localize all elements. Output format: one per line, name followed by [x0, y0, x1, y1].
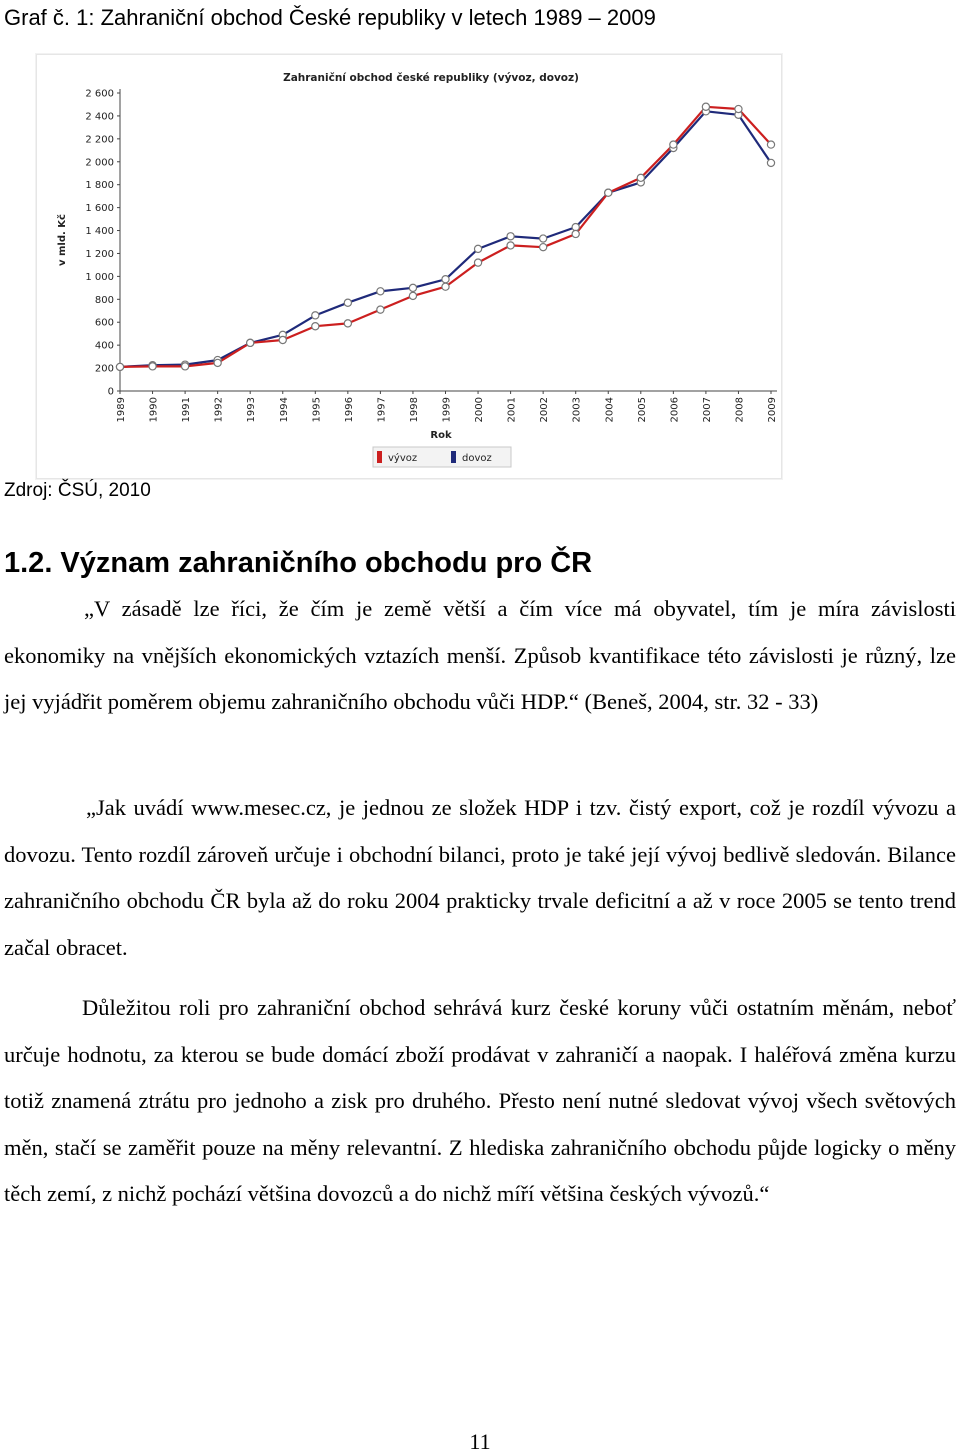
x-tick-label: 2002	[539, 397, 551, 423]
chart-title: Zahraniční obchod české republiky (vývoz, dovoz)	[283, 72, 579, 84]
data-point-vyvoz	[442, 283, 449, 290]
legend-swatch-vyvoz	[377, 451, 382, 463]
x-axis-title: Rok	[430, 430, 452, 441]
data-point-dovoz	[540, 235, 547, 242]
y-axis-title-group	[56, 214, 68, 266]
data-point-vyvoz	[474, 259, 481, 266]
x-tick-label: 1998	[408, 397, 420, 423]
data-point-vyvoz	[409, 292, 416, 299]
y-tick-label: 1 400	[85, 226, 114, 238]
y-tick-label: 1 200	[85, 248, 114, 260]
data-point-vyvoz	[735, 105, 742, 112]
figure-source: Zdroj: ČSÚ, 2010	[4, 480, 151, 501]
y-tick-label: 2 400	[85, 111, 114, 123]
chart-legend	[373, 447, 511, 467]
data-point-vyvoz	[540, 244, 547, 251]
x-tick-label: 2003	[571, 397, 583, 423]
data-point-dovoz	[474, 245, 481, 252]
x-tick-label: 1994	[278, 397, 290, 423]
x-tick-label: 1991	[181, 397, 193, 423]
y-tick-label: 800	[94, 294, 114, 306]
data-point-vyvoz	[507, 242, 514, 249]
y-tick-label: 200	[94, 363, 114, 375]
data-point-vyvoz	[149, 363, 156, 370]
data-point-dovoz	[409, 284, 416, 291]
data-point-vyvoz	[279, 336, 286, 343]
paragraph-2	[4, 785, 956, 971]
y-tick-label: 1 000	[85, 271, 114, 283]
trade-line-chart	[36, 54, 782, 479]
data-point-vyvoz	[214, 359, 221, 366]
paragraph-1-text: „V zásadě lze říci, že čím je země větší a čím více má obyvatel, tím je míra závislosti ekonomiky na vnějších ekonomických vztazích menší. Způsob kvantifikace této závislosti je různý, lze jej vyjádřit poměrem objemu zahraničního obchodu vůči HDP.“ (Beneš, 2004, str. 32 - 33)	[4, 596, 956, 714]
data-point-vyvoz	[572, 230, 579, 237]
data-point-vyvoz	[182, 363, 189, 370]
legend-swatch-dovoz	[451, 451, 456, 463]
paragraph-2-text: „Jak uvádí www.mesec.cz, je jednou ze složek HDP i tzv. čistý export, což je rozdíl vývozu a dovozu. Tento rozdíl zároveň určuje i obchodní bilanci, proto je také její vývoj bedlivě sledován. Bilance zahraničního obchodu ČR byla až do roku 2004 prakticky trvale deficitní a až v roce 2005 se tento trend začal obracet.	[4, 795, 956, 960]
x-tick-label: 2004	[604, 397, 616, 423]
data-point-vyvoz	[312, 323, 319, 330]
x-tick-label: 1997	[376, 397, 388, 423]
x-tick-label: 2009	[767, 397, 778, 423]
series-points	[116, 103, 774, 370]
y-tick-label: 2 200	[85, 134, 114, 146]
data-point-vyvoz	[767, 141, 774, 148]
data-point-dovoz	[312, 312, 319, 319]
chart-axes	[120, 89, 777, 391]
y-tick-label: 2 000	[85, 157, 114, 169]
x-tick-label: 2006	[669, 397, 681, 423]
data-point-dovoz	[507, 233, 514, 240]
x-tick-label: 2008	[734, 397, 746, 423]
x-tick-label: 2000	[474, 397, 486, 423]
x-tick-label: 1990	[148, 397, 160, 423]
page-number: 11	[469, 1429, 491, 1454]
data-point-vyvoz	[702, 103, 709, 110]
x-tick-label: 2007	[701, 397, 713, 423]
paragraph-1	[4, 586, 956, 726]
section-heading: 1.2. Význam zahraničního obchodu pro ČR	[4, 547, 593, 579]
x-tick-label: 1993	[246, 397, 258, 423]
y-tick-label: 2 600	[85, 88, 114, 100]
chart-canvas	[37, 55, 781, 478]
legend-label-dovoz: dovoz	[462, 453, 492, 464]
x-tick-label: 1999	[441, 397, 453, 423]
x-tick-label: 1992	[213, 397, 225, 423]
data-point-dovoz	[344, 299, 351, 306]
y-tick-label: 400	[94, 340, 114, 352]
x-tick-label: 1996	[343, 397, 355, 423]
y-axis-title: v mld. Kč	[57, 214, 68, 266]
figure-caption: Graf č. 1: Zahraniční obchod České republiky v letech 1989 – 2009	[4, 5, 656, 30]
data-point-dovoz	[377, 288, 384, 295]
y-tick-label: 600	[94, 317, 114, 329]
data-point-dovoz	[442, 276, 449, 283]
x-tick-label: 2005	[636, 397, 648, 423]
paragraph-3-text: Důležitou roli pro zahraniční obchod sehrává kurz české koruny vůči ostatním měnám, neboť určuje hodnotu, za kterou se bude domácí zboží prodávat v zahraničí a naopak. I haléřová změna kurzu totiž znamená ztrátu pro jednoho a zisk pro druhého. Přesto není nutné sledovat vývoj všech světových měn, stačí se zaměřit pouze na měny relevantní. Z hlediska zahraničního obchodu půjde logicky o měny těch zemí, z nichž pochází většina dovozců a do nichž míří většina českých vývozů.“	[4, 995, 956, 1206]
data-point-vyvoz	[605, 189, 612, 196]
data-point-dovoz	[572, 224, 579, 231]
y-tick-labels	[85, 89, 120, 398]
data-point-vyvoz	[247, 339, 254, 346]
paragraph-3	[4, 985, 956, 1218]
x-tick-labels	[116, 391, 778, 422]
y-tick-label: 0	[107, 386, 114, 398]
data-point-vyvoz	[377, 306, 384, 313]
data-point-vyvoz	[344, 320, 351, 327]
y-tick-label: 1 800	[85, 180, 114, 192]
data-point-vyvoz	[670, 141, 677, 148]
x-tick-label: 2001	[506, 397, 518, 423]
data-point-vyvoz	[116, 363, 123, 370]
x-tick-label: 1989	[116, 397, 127, 423]
y-tick-label: 1 600	[85, 203, 114, 215]
legend-label-vyvoz: vývoz	[388, 453, 418, 464]
data-point-dovoz	[767, 159, 774, 166]
x-tick-label: 1995	[311, 397, 323, 423]
data-point-vyvoz	[637, 174, 644, 181]
